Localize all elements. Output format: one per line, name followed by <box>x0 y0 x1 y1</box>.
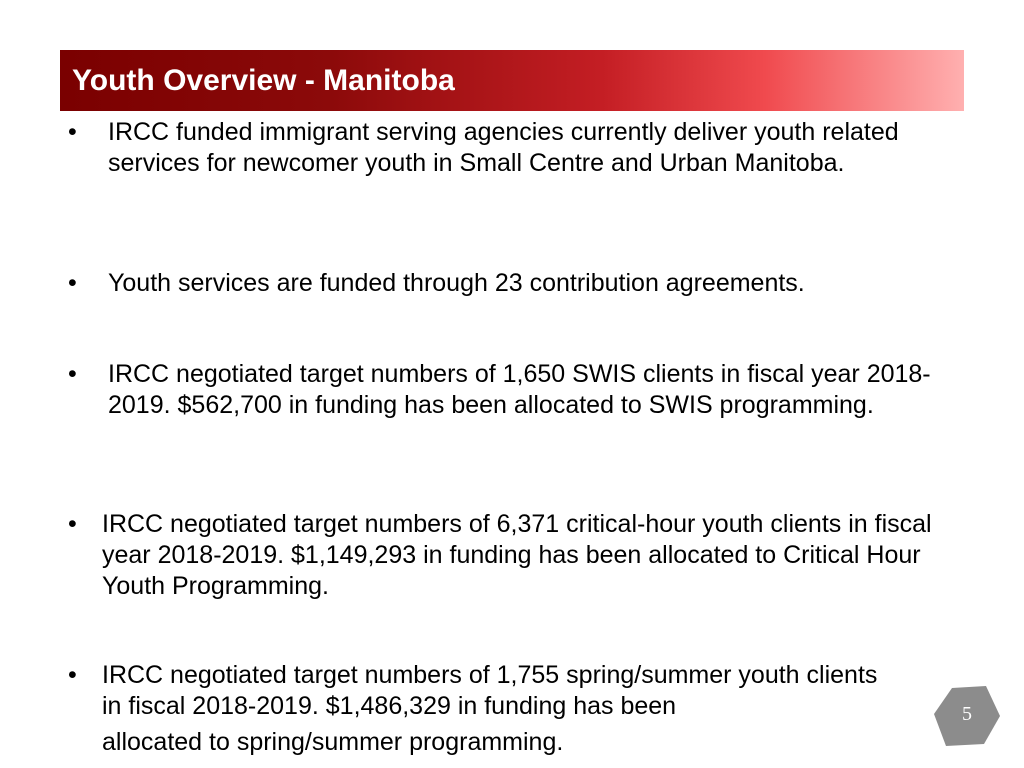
bullet-icon: • <box>68 661 77 689</box>
bullet-text-1: IRCC funded immigrant serving agencies currently deliver youth related services for newcomer youth in Small Centre and Urban Manitoba. <box>108 118 899 177</box>
bullet-icon: • <box>68 360 77 388</box>
bullet-text-3: IRCC negotiated target numbers of 1,650 SWIS clients in fiscal year 2018-2019. $562,700 in funding has been allocated to SWIS programming. <box>108 360 931 419</box>
bullet-icon: • <box>68 269 77 297</box>
bullet-text-5-main: IRCC negotiated target numbers of 1,755 spring/summer youth clients in fiscal 2018-2019. $1,486,329 in funding has been <box>102 661 878 720</box>
bullet-icon: • <box>68 510 77 538</box>
page-number-badge <box>934 686 1000 746</box>
title-bar <box>60 50 964 111</box>
bullet-text-5 <box>102 660 882 758</box>
bullet-icon: • <box>68 118 77 146</box>
slide-title: Youth Overview - Manitoba <box>72 64 455 97</box>
bullet-text-2: Youth services are funded through 23 contribution agreements. <box>108 269 805 297</box>
bullet-text-4: IRCC negotiated target numbers of 6,371 critical-hour youth clients in fiscal year 2018-2019. $1,149,293 in funding has been allocated to Critical Hour Youth Programming. <box>102 510 932 600</box>
bullet-text-5-last-line: allocated to spring/summer programming. <box>102 728 564 756</box>
page-number: 5 <box>962 703 972 725</box>
